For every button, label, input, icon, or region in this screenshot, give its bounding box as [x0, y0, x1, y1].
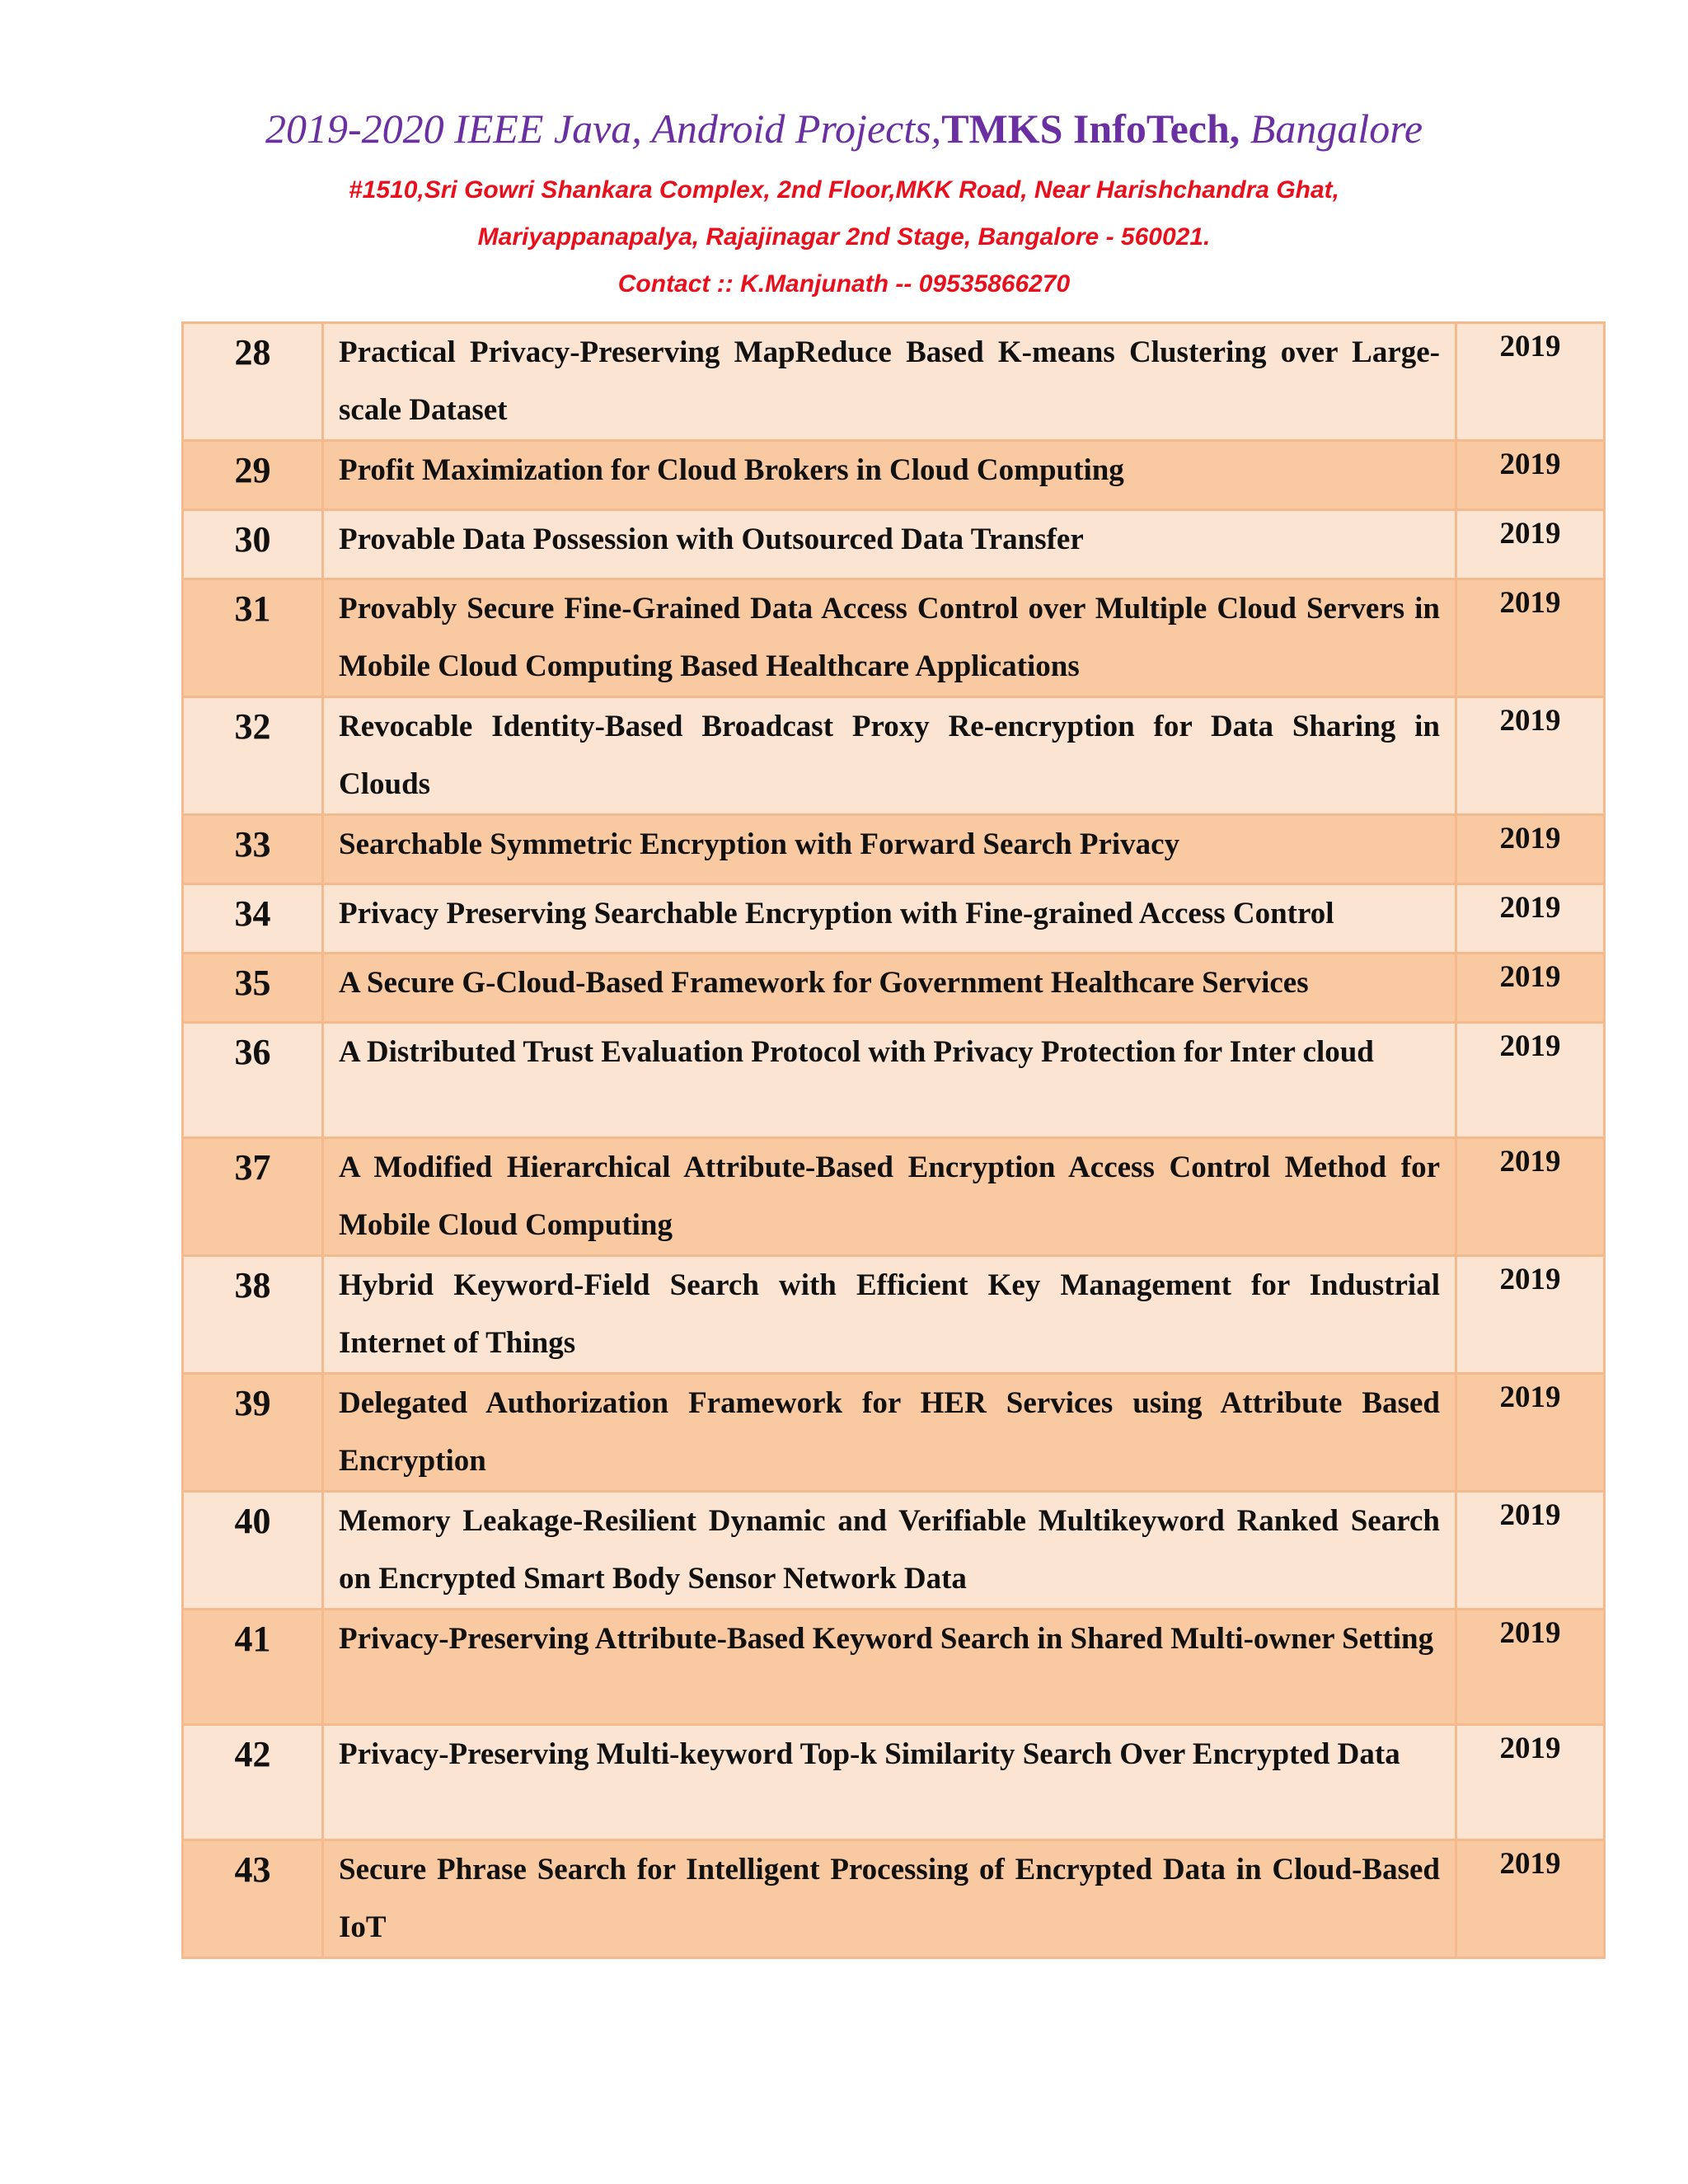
- project-title: Revocable Identity-Based Broadcast Proxy Re-encryption for Data Sharing in Clouds: [323, 697, 1456, 815]
- table-row: [183, 697, 1605, 815]
- project-number: 28: [183, 323, 323, 441]
- project-number: 33: [183, 815, 323, 884]
- project-number: 37: [183, 1138, 323, 1256]
- project-number: 31: [183, 579, 323, 697]
- project-number: 41: [183, 1610, 323, 1725]
- table-row: [183, 954, 1605, 1023]
- title-prefix: 2019-2020 IEEE Java, Android Projects,: [265, 105, 942, 152]
- project-year: 2019: [1456, 954, 1605, 1023]
- project-number: 43: [183, 1840, 323, 1958]
- project-title: Secure Phrase Search for Intelligent Processing of Encrypted Data in Cloud-Based IoT: [323, 1840, 1456, 1958]
- table-row: [183, 1840, 1605, 1958]
- project-year: 2019: [1456, 1610, 1605, 1725]
- table-row: [183, 1023, 1605, 1138]
- project-year: 2019: [1456, 884, 1605, 954]
- project-title: Searchable Symmetric Encryption with Forward Search Privacy: [323, 815, 1456, 884]
- project-number: 32: [183, 697, 323, 815]
- project-title: Memory Leakage-Resilient Dynamic and Verifiable Multikeyword Ranked Search on Encrypted Smart Body Sensor Network Data: [323, 1492, 1456, 1610]
- project-title: Profit Maximization for Cloud Brokers in Cloud Computing: [323, 441, 1456, 510]
- page-title: [0, 97, 1688, 160]
- table-row: [183, 1374, 1605, 1492]
- project-year: 2019: [1456, 1023, 1605, 1138]
- table-row: [183, 323, 1605, 441]
- project-year: 2019: [1456, 697, 1605, 815]
- title-suffix: Bangalore: [1250, 105, 1423, 152]
- project-number: 35: [183, 954, 323, 1023]
- address-line-2: Mariyappanapalya, Rajajinagar 2nd Stage, Bangalore - 560021.: [477, 223, 1211, 251]
- project-number: 38: [183, 1256, 323, 1374]
- project-year: 2019: [1456, 1374, 1605, 1492]
- project-number: 30: [183, 510, 323, 579]
- project-number: 39: [183, 1374, 323, 1492]
- project-number: 29: [183, 441, 323, 510]
- project-title: Privacy-Preserving Attribute-Based Keyword Search in Shared Multi-owner Setting: [323, 1610, 1456, 1725]
- projects-table: [181, 321, 1606, 1959]
- table-row: [183, 1492, 1605, 1610]
- address-line-1: #1510,Sri Gowri Shankara Complex, 2nd Floor,MKK Road, Near Harishchandra Ghat,: [348, 176, 1339, 204]
- projects-table-body: [183, 323, 1605, 1958]
- table-row: [183, 441, 1605, 510]
- project-year: 2019: [1456, 1492, 1605, 1610]
- project-title: Delegated Authorization Framework for HER Services using Attribute Based Encryption: [323, 1374, 1456, 1492]
- table-row: [183, 1610, 1605, 1725]
- table-row: [183, 884, 1605, 954]
- table-row: [183, 510, 1605, 579]
- title-brand: TMKS InfoTech,: [941, 105, 1240, 152]
- contact-line: Contact :: K.Manjunath -- 09535866270: [617, 270, 1071, 298]
- project-number: 42: [183, 1725, 323, 1840]
- table-row: [183, 815, 1605, 884]
- page-header: [0, 97, 1688, 307]
- project-year: 2019: [1456, 1840, 1605, 1958]
- table-row: [183, 579, 1605, 697]
- project-title: A Distributed Trust Evaluation Protocol with Privacy Protection for Inter cloud: [323, 1023, 1456, 1138]
- project-year: 2019: [1456, 1725, 1605, 1840]
- project-title: Provable Data Possession with Outsourced Data Transfer: [323, 510, 1456, 579]
- project-title: A Modified Hierarchical Attribute-Based Encryption Access Control Method for Mobile Cloud Computing: [323, 1138, 1456, 1256]
- project-year: 2019: [1456, 1138, 1605, 1256]
- table-row: [183, 1138, 1605, 1256]
- project-number: 36: [183, 1023, 323, 1138]
- table-row: [183, 1725, 1605, 1840]
- project-year: 2019: [1456, 815, 1605, 884]
- project-title: Provably Secure Fine-Grained Data Access Control over Multiple Cloud Servers in Mobile Cloud Computing Based Healthcare Applications: [323, 579, 1456, 697]
- project-number: 34: [183, 884, 323, 954]
- project-title: Practical Privacy-Preserving MapReduce Based K-means Clustering over Large-scale Dataset: [323, 323, 1456, 441]
- project-title: Privacy-Preserving Multi-keyword Top-k Similarity Search Over Encrypted Data: [323, 1725, 1456, 1840]
- project-year: 2019: [1456, 441, 1605, 510]
- project-year: 2019: [1456, 1256, 1605, 1374]
- project-year: 2019: [1456, 510, 1605, 579]
- project-number: 40: [183, 1492, 323, 1610]
- project-title: Privacy Preserving Searchable Encryption with Fine-grained Access Control: [323, 884, 1456, 954]
- project-title: A Secure G-Cloud-Based Framework for Government Healthcare Services: [323, 954, 1456, 1023]
- table-row: [183, 1256, 1605, 1374]
- project-title: Hybrid Keyword-Field Search with Efficient Key Management for Industrial Internet of Things: [323, 1256, 1456, 1374]
- project-year: 2019: [1456, 579, 1605, 697]
- project-year: 2019: [1456, 323, 1605, 441]
